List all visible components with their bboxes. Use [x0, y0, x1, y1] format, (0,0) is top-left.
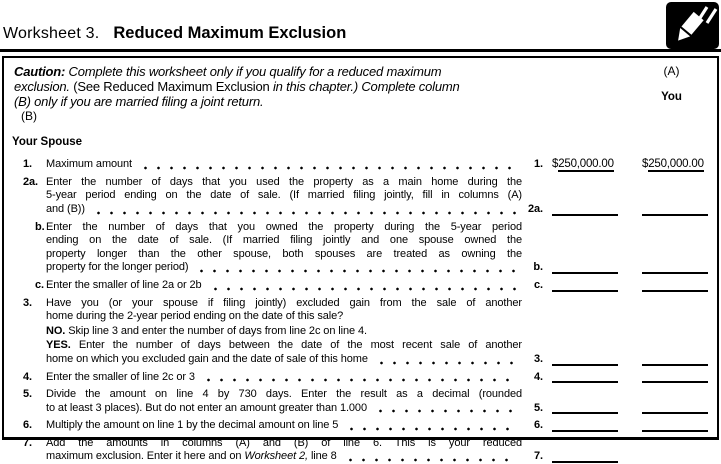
answer-line-number: b.: [533, 261, 543, 274]
worksheet-row-2a: [12, 176, 709, 217]
entry-blank-b: [642, 430, 708, 432]
answer-line-number: 6.: [534, 419, 543, 432]
entry-cell-a: [550, 430, 634, 433]
worksheet-row-5: [12, 388, 709, 415]
row-text: Divide the amount on line 4 by 730 days. Enter the result as a decimal (rounded to at least 3 places). But do not enter an amount greater than 1.000: [46, 388, 522, 414]
worksheet-header: [12, 64, 709, 149]
entry-blank-b: [642, 290, 708, 292]
row-number: c.: [35, 278, 44, 291]
entry-blank-a: [552, 214, 618, 216]
row-text: Enter the number of days that you owned the property during the 5-year period ending on the date of sale. (If married filing jointly and one spouse owned the property longer than the other spouse, both spouses are treated as owning the property for the longer period): [46, 220, 522, 274]
worksheet-row-4: [12, 371, 709, 385]
row-text: Maximum amount: [46, 158, 522, 172]
row-number: b.: [35, 220, 45, 233]
worksheet2-reference: Worksheet 2,: [244, 450, 308, 463]
dot-leader: [137, 158, 516, 172]
answer-line-number: 7.: [534, 450, 543, 463]
row-text: Enter the smaller of line 2c or 3: [46, 371, 522, 385]
pencil-icon: [666, 2, 719, 49]
worksheet-row-2c: [12, 279, 709, 293]
row-number: 5.: [23, 388, 32, 401]
caution-text: Caution: Complete this worksheet only if you qualify for a reduced maximum exclusion. (See Reduced Maximum Exclusion in this chapter.) Complete column (B) only if you are married filing a joint return.: [14, 64, 460, 109]
entry-cell-a: [550, 214, 634, 217]
answer-line-number: c.: [534, 278, 543, 291]
answer-line-number: 4.: [534, 370, 543, 383]
title-divider: [0, 49, 721, 52]
column-header-b: [12, 109, 83, 149]
dot-leader: [200, 371, 516, 385]
entry-cell-b: [634, 158, 709, 172]
entry-cell-b: [634, 364, 709, 367]
column-b-subtitle: Your Spouse: [12, 135, 83, 148]
amount-a: $250,000.00: [552, 158, 614, 171]
dot-leader: [372, 402, 516, 416]
column-b-label: (B): [21, 109, 37, 123]
entry-cell-b: [634, 214, 709, 217]
no-label: NO.: [46, 324, 66, 337]
entry-cell-b: [634, 381, 709, 384]
column-header-a: [634, 64, 709, 109]
answer-line-number: 5.: [534, 401, 543, 414]
dot-leader: [343, 419, 516, 433]
worksheet-row-6: [12, 419, 709, 433]
page-title: [3, 24, 346, 43]
entry-cell-b: [634, 290, 709, 293]
entry-cell-a: [550, 364, 634, 367]
caution-label: Caution:: [14, 64, 66, 79]
entry-cell-b: [634, 430, 709, 433]
row-number: 1.: [23, 158, 32, 171]
column-a-label: (A): [663, 64, 680, 78]
answer-line-number: 1.: [534, 158, 543, 171]
entry-cell-a: [550, 158, 634, 172]
entry-cell-a: [550, 272, 634, 275]
entry-cell-b: [634, 412, 709, 415]
entry-blank-a: [552, 461, 618, 463]
entry-blank-a: [552, 290, 618, 292]
row-number: 6.: [23, 419, 32, 432]
dot-leader: [342, 450, 516, 464]
worksheet-row-1: [12, 158, 709, 172]
dot-leader: [90, 203, 516, 217]
entry-blank-b: [642, 364, 708, 366]
worksheet-box: [2, 56, 719, 463]
row-text: Enter the smaller of line 2a or 2b: [46, 279, 522, 293]
entry-blank-b: [642, 412, 708, 414]
entry-cell-a: [550, 412, 634, 415]
answer-line-number: 2a.: [528, 202, 543, 215]
yes-label: YES.: [46, 339, 71, 352]
row-text: Enter the number of days that you used the property as a main home during the 5-year period ending on the date of sale. (If married filing jointly, fill in columns (A) and (B)): [46, 175, 522, 215]
worksheet-row-2b: [12, 221, 709, 275]
row-number: 7.: [23, 436, 32, 449]
worksheet-number: Worksheet 3.: [3, 25, 100, 42]
entry-blank-b: [642, 214, 708, 216]
entry-blank-b: [642, 381, 708, 383]
row-number: 2a.: [23, 175, 38, 188]
entry-cell-a: [550, 381, 634, 384]
entry-blank-a: [552, 412, 618, 414]
row-number: 4.: [23, 370, 32, 383]
reference-text: (See Reduced Maximum Exclusion: [73, 79, 273, 94]
dot-leader: [373, 353, 516, 367]
dot-leader: [207, 279, 516, 293]
row-text: Add the amounts in columns (A) and (B) of line 6. This is your reduced maximum exclusion. Enter it here and on Worksheet 2, line 8: [46, 436, 522, 463]
dot-leader: [193, 261, 516, 275]
entry-blank-a: [552, 381, 618, 383]
entry-blank-a: [552, 364, 618, 366]
row-text: Multiply the amount on line 1 by the decimal amount on line 5: [46, 419, 522, 433]
entry-blank-a: [552, 430, 618, 432]
worksheet-title: Reduced Maximum Exclusion: [113, 24, 347, 42]
entry-blank-b: [642, 272, 708, 274]
row-text: Have you (or your spouse if filing jointly) excluded gain from the sale of another home during the 2-year period ending on the date of this sale? NO. Skip line 3 and enter the number of days from line 2c on line 4. YES. Enter the number of days between the date of the most recent sale of another home on which you excluded gain and the date of sale of this home: [46, 296, 522, 365]
entry-blank-a: [552, 272, 618, 274]
column-a-subtitle: You: [661, 90, 682, 103]
worksheet-row-3: [12, 297, 709, 367]
answer-line-number: 3.: [534, 352, 543, 365]
entry-cell-b: [634, 272, 709, 275]
row-number: 3.: [23, 296, 32, 309]
amount-b: $250,000.00: [642, 158, 704, 171]
pencil-icon-graphic: [666, 2, 719, 49]
worksheet-row-7: [12, 437, 709, 464]
entry-cell-a: [550, 290, 634, 293]
